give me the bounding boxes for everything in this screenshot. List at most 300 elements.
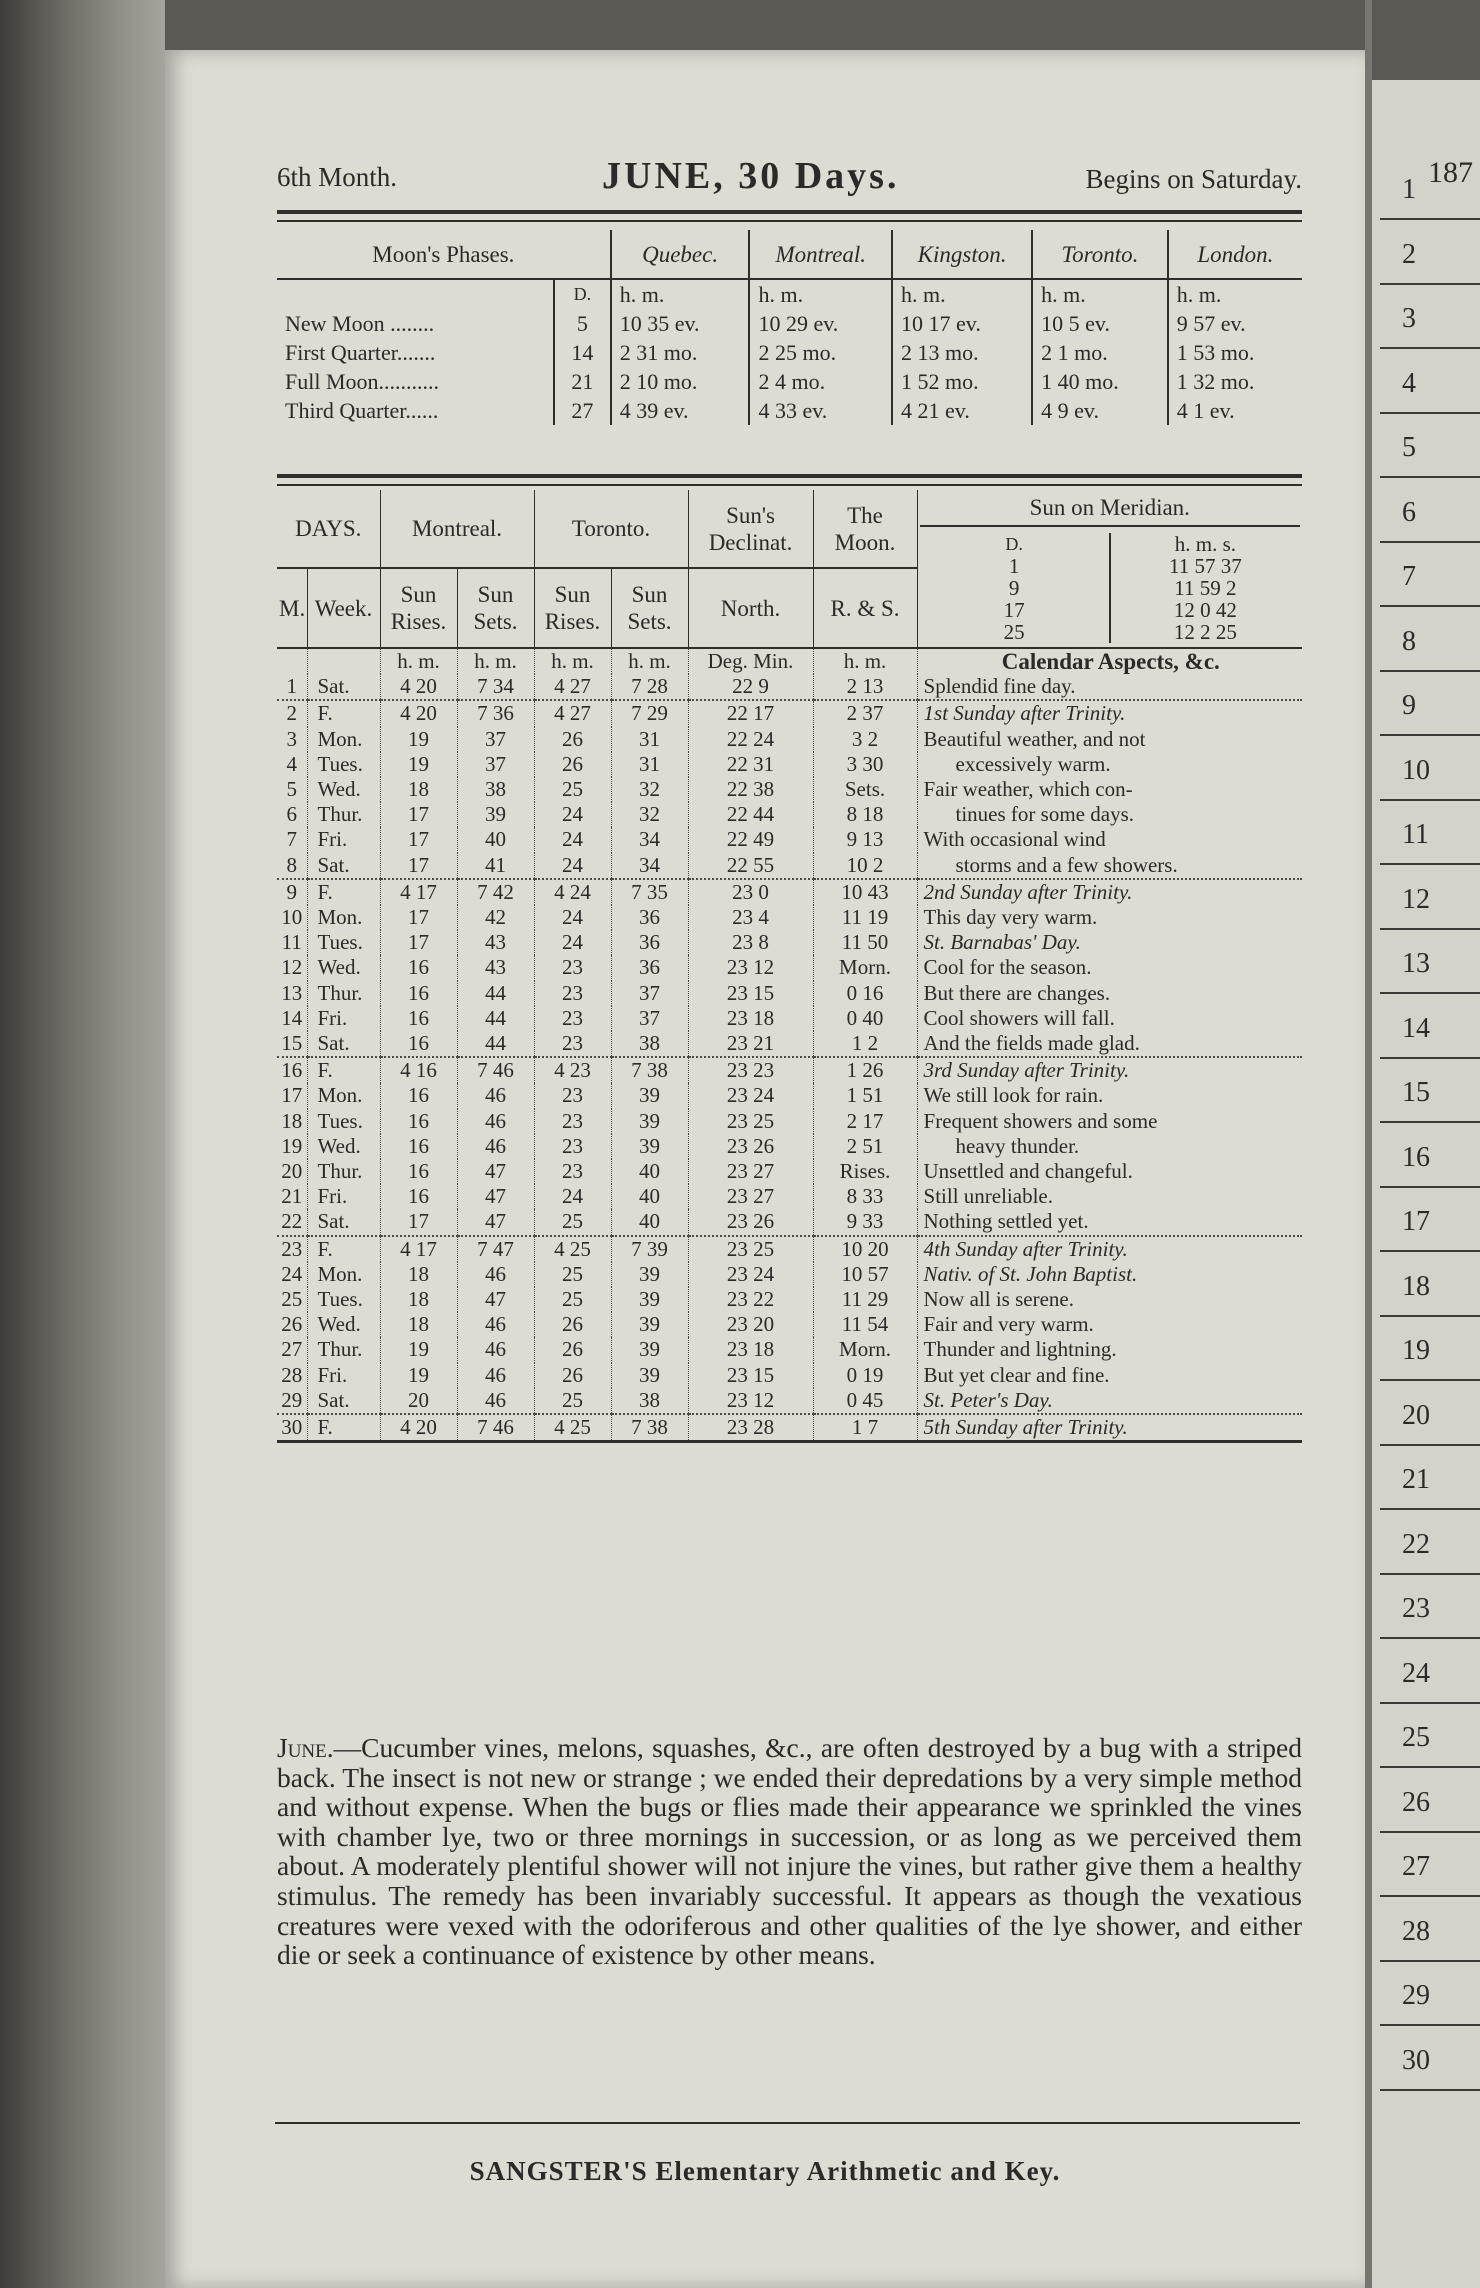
adjacent-day-number: 17 [1380, 1190, 1480, 1252]
day-tr: 23 [534, 1083, 611, 1108]
day-mr: 16 [380, 955, 457, 980]
day-m: 30 [277, 1414, 307, 1442]
day-w: Tues. [307, 752, 380, 777]
day-tr: 25 [534, 1262, 611, 1287]
day-m: 1 [286, 674, 297, 699]
toronto-sets-header: Sun Sets. [611, 568, 688, 648]
adjacent-day-number: 1 [1380, 158, 1480, 220]
day-row [277, 1337, 1302, 1362]
phases-unit-row [277, 279, 1302, 309]
day-moon: 11 29 [813, 1287, 917, 1312]
phase-montreal: 10 29 ev. [749, 309, 892, 338]
day-ts: 31 [611, 727, 688, 752]
unit-toronto: h. m. [1032, 279, 1168, 309]
day-ms: 7 34 [457, 674, 534, 700]
calendar-body [277, 648, 1302, 1442]
day-asp: This day very warm. [917, 905, 1302, 930]
day-row [277, 674, 1302, 700]
adjacent-day-number: 29 [1380, 1964, 1480, 2026]
meridian-day: 9 [920, 577, 1110, 599]
meridian-time: 11 57 37 [1169, 555, 1242, 577]
day-row [277, 1109, 1302, 1134]
unit-day: D. [554, 279, 611, 309]
book-spine [0, 0, 165, 2288]
day-row [277, 1134, 1302, 1159]
adjacent-day-number: 2 [1380, 223, 1480, 285]
phase-toronto: 10 5 ev. [1032, 309, 1168, 338]
adjacent-day-number: 15 [1380, 1061, 1480, 1123]
day-ts: 40 [611, 1184, 688, 1209]
day-m: 5 [286, 777, 297, 802]
day-moon: 0 16 [813, 981, 917, 1006]
day-row [277, 879, 1302, 905]
phases-rule-thin [277, 484, 1302, 486]
day-moon: 10 20 [813, 1236, 917, 1262]
phase-london: 1 32 mo. [1168, 367, 1302, 396]
day-tr: 26 [534, 727, 611, 752]
day-mr: 17 [380, 827, 457, 852]
montreal-rises-header: Sun Rises. [380, 568, 457, 648]
day-dec: 23 26 [688, 1209, 813, 1235]
day-mr: 16 [380, 1031, 457, 1057]
adjacent-day-number: 16 [1380, 1126, 1480, 1188]
day-tr: 26 [534, 1363, 611, 1388]
phase-row [277, 309, 1302, 338]
day-ms: 7 36 [457, 700, 534, 726]
day-m: 20 [281, 1159, 303, 1184]
day-mr: 16 [380, 1159, 457, 1184]
day-dec: 23 22 [688, 1287, 813, 1312]
month-label: 6th Month. [277, 162, 398, 192]
day-moon: 0 40 [813, 1006, 917, 1031]
unit-mr: h. m. [380, 648, 457, 674]
adjacent-day-number: 12 [1380, 868, 1480, 930]
day-row [277, 955, 1302, 980]
montreal-header: Montreal. [749, 230, 892, 279]
meridian-row [920, 621, 1300, 643]
day-ts: 37 [611, 1006, 688, 1031]
day-mr: 16 [380, 981, 457, 1006]
day-tr: 24 [534, 853, 611, 879]
day-m: 3 [286, 726, 297, 751]
day-ts: 7 39 [611, 1236, 688, 1262]
day-m: 14 [281, 1005, 303, 1030]
unit-ts: h. m. [611, 648, 688, 674]
day-moon: Sets. [813, 777, 917, 802]
day-m: 18 [281, 1108, 303, 1133]
day-w: Sat. [307, 1031, 380, 1057]
day-w: Fri. [307, 1184, 380, 1209]
day-mr: 20 [380, 1388, 457, 1414]
adjacent-day-number: 20 [1380, 1384, 1480, 1446]
day-mr: 4 20 [380, 674, 457, 700]
toronto-col-header: Toronto. [534, 490, 688, 568]
day-tr: 25 [534, 1287, 611, 1312]
day-asp: Frequent showers and some [917, 1109, 1302, 1134]
adjacent-day-number: 6 [1380, 481, 1480, 543]
day-asp: And the fields made glad. [917, 1031, 1302, 1057]
day-row [277, 1312, 1302, 1337]
day-mr: 19 [380, 727, 457, 752]
day-w: F. [307, 1414, 380, 1442]
day-row [277, 1363, 1302, 1388]
day-moon: Rises. [813, 1159, 917, 1184]
day-dec: 23 27 [688, 1184, 813, 1209]
day-asp: Unsettled and changeful. [917, 1159, 1302, 1184]
unit-kingston: h. m. [892, 279, 1032, 309]
adjacent-day-number: 26 [1380, 1771, 1480, 1833]
day-m: 11 [281, 930, 302, 955]
day-m: 9 [277, 879, 307, 905]
page-header [277, 154, 1302, 204]
day-tr: 23 [534, 1159, 611, 1184]
day-w: Tues. [307, 1109, 380, 1134]
day-dec: 23 0 [688, 879, 813, 905]
phase-phase: Third Quarter...... [285, 398, 439, 423]
phase-toronto: 2 1 mo. [1032, 338, 1168, 367]
day-asp: excessively warm. [917, 752, 1302, 777]
toronto-rises-header: Sun Rises. [534, 568, 611, 648]
day-w: F. [307, 1057, 380, 1083]
day-moon: 0 19 [813, 1363, 917, 1388]
day-ms: 39 [457, 802, 534, 827]
day-moon: 10 2 [813, 853, 917, 879]
day-asp: We still look for rain. [917, 1083, 1302, 1108]
day-asp: Cool for the season. [917, 955, 1302, 980]
day-tr: 25 [534, 777, 611, 802]
day-mr: 17 [380, 930, 457, 955]
meridian-t-head: h. m. s. [1174, 533, 1236, 555]
note-lead: June. [277, 1732, 334, 1763]
day-m: 8 [286, 852, 297, 877]
day-asp: Cool showers will fall. [917, 1006, 1302, 1031]
day-ts: 39 [611, 1262, 688, 1287]
day-m: 24 [281, 1261, 303, 1286]
day-tr: 24 [534, 905, 611, 930]
declination-header: Sun's Declinat. [688, 490, 813, 568]
adjacent-day-number: 10 [1380, 739, 1480, 801]
day-row [277, 1388, 1302, 1414]
day-mr: 18 [380, 1287, 457, 1312]
day-ts: 40 [611, 1209, 688, 1235]
day-moon: Morn. [813, 1337, 917, 1362]
day-ms: 43 [457, 955, 534, 980]
day-mr: 4 17 [380, 1236, 457, 1262]
day-mr: 4 20 [380, 700, 457, 726]
phase-london: 4 1 ev. [1168, 396, 1302, 425]
day-w: Thur. [307, 1159, 380, 1184]
day-w: Sat. [307, 674, 380, 700]
day-m: 29 [281, 1387, 303, 1412]
unit-moon: h. m. [813, 648, 917, 674]
day-dec: 22 9 [688, 674, 813, 700]
phase-phase: New Moon ........ [285, 311, 435, 336]
day-tr: 26 [534, 1337, 611, 1362]
north-header: North. [688, 568, 813, 648]
day-ts: 7 29 [611, 700, 688, 726]
day-ms: 41 [457, 853, 534, 879]
phase-day: 27 [554, 396, 611, 425]
day-tr: 23 [534, 955, 611, 980]
day-tr: 24 [534, 802, 611, 827]
day-asp: St. Barnabas' Day. [917, 930, 1302, 955]
day-m: 10 [281, 905, 303, 930]
day-ts: 34 [611, 853, 688, 879]
day-dec: 23 27 [688, 1159, 813, 1184]
day-ms: 46 [457, 1134, 534, 1159]
day-ms: 46 [457, 1312, 534, 1337]
phase-quebec: 2 31 mo. [611, 338, 750, 367]
day-m: 7 [286, 827, 297, 852]
day-row [277, 802, 1302, 827]
phase-quebec: 4 39 ev. [611, 396, 750, 425]
day-row [277, 1184, 1302, 1209]
day-ms: 38 [457, 777, 534, 802]
note-text: —Cucumber vines, melons, squashes, &c., are often destroyed by a bug with a striped back. The insect is not new or strange ; we ended their depredations by a very simple method and without expense. When the bugs or flies made their appearance we sprinkled the vines with chamber lye, two or three mornings in succession, or as long as we perceived them about. A moderately plentiful shower will not injure the vines, but rather give them a healthy stimulus. The remedy has been invariably successful. It appears as though the vexatious creatures were vexed with the odoriferous and other qualities of the lye shower, and either die or seek a continuance of existence by other means. [277, 1732, 1302, 1971]
day-ms: 44 [457, 981, 534, 1006]
day-w: Fri. [307, 827, 380, 852]
day-row [277, 1287, 1302, 1312]
day-w: Tues. [307, 930, 380, 955]
day-row [277, 905, 1302, 930]
day-mr: 18 [380, 1312, 457, 1337]
day-tr: 23 [534, 1006, 611, 1031]
adjacent-day-number: 14 [1380, 997, 1480, 1059]
day-row [277, 700, 1302, 726]
day-m: 6 [286, 802, 297, 827]
unit-ms: h. m. [457, 648, 534, 674]
meridian-day: 17 [920, 599, 1110, 621]
day-ms: 7 46 [457, 1414, 534, 1442]
day-m: 16 [277, 1057, 307, 1083]
day-m: 28 [281, 1362, 303, 1387]
adjacent-day-number: 28 [1380, 1900, 1480, 1962]
day-ms: 46 [457, 1363, 534, 1388]
day-mr: 17 [380, 853, 457, 879]
day-w: Tues. [307, 1287, 380, 1312]
day-w: Wed. [307, 1312, 380, 1337]
day-mr: 4 17 [380, 879, 457, 905]
day-row [277, 827, 1302, 852]
day-dec: 23 26 [688, 1134, 813, 1159]
day-mr: 16 [380, 1134, 457, 1159]
adjacent-day-number: 9 [1380, 674, 1480, 736]
day-row [277, 1414, 1302, 1442]
day-mr: 19 [380, 1337, 457, 1362]
meridian-header [917, 490, 1302, 648]
day-asp: 2nd Sunday after Trinity. [917, 879, 1302, 905]
day-moon: 1 7 [813, 1414, 917, 1442]
june-note [277, 1733, 1302, 1970]
day-asp: Now all is serene. [917, 1287, 1302, 1312]
day-moon: 0 45 [813, 1388, 917, 1414]
day-row [277, 1006, 1302, 1031]
day-dec: 23 15 [688, 981, 813, 1006]
day-moon: 11 50 [813, 930, 917, 955]
day-m: 4 [286, 751, 297, 776]
day-ts: 36 [611, 930, 688, 955]
day-dec: 23 24 [688, 1083, 813, 1108]
day-row [277, 752, 1302, 777]
day-tr: 4 23 [534, 1057, 611, 1083]
day-ms: 47 [457, 1184, 534, 1209]
day-ms: 46 [457, 1083, 534, 1108]
day-ts: 32 [611, 802, 688, 827]
day-m: 21 [281, 1184, 303, 1209]
day-asp: Fair and very warm. [917, 1312, 1302, 1337]
day-moon: 1 51 [813, 1083, 917, 1108]
day-dec: 23 8 [688, 930, 813, 955]
day-ts: 39 [611, 1134, 688, 1159]
day-ms: 37 [457, 752, 534, 777]
adjacent-day-number: 25 [1380, 1706, 1480, 1768]
day-ts: 32 [611, 777, 688, 802]
phase-montreal: 2 25 mo. [749, 338, 892, 367]
day-w: F. [307, 879, 380, 905]
day-ms: 7 47 [457, 1236, 534, 1262]
phase-quebec: 10 35 ev. [611, 309, 750, 338]
day-dec: 23 24 [688, 1262, 813, 1287]
day-dec: 23 25 [688, 1109, 813, 1134]
day-tr: 24 [534, 827, 611, 852]
day-dec: 23 18 [688, 1337, 813, 1362]
day-row [277, 930, 1302, 955]
day-asp: tinues for some days. [917, 802, 1302, 827]
meridian-time: 12 0 42 [1173, 599, 1237, 621]
begins-label: Begins on Saturday. [1085, 164, 1302, 194]
day-mr: 16 [380, 1109, 457, 1134]
day-dec: 23 20 [688, 1312, 813, 1337]
phase-row [277, 367, 1302, 396]
day-w: Mon. [307, 1262, 380, 1287]
day-m: 19 [281, 1133, 303, 1158]
adjacent-day-number: 19 [1380, 1319, 1480, 1381]
day-m: 27 [281, 1337, 303, 1362]
phase-montreal: 4 33 ev. [749, 396, 892, 425]
day-moon: 10 57 [813, 1262, 917, 1287]
adjacent-day-number: 21 [1380, 1448, 1480, 1510]
phase-quebec: 2 10 mo. [611, 367, 750, 396]
days-header: DAYS. [277, 490, 380, 568]
day-ts: 39 [611, 1083, 688, 1108]
day-ts: 39 [611, 1109, 688, 1134]
day-m: 15 [281, 1031, 303, 1056]
day-ts: 7 38 [611, 1414, 688, 1442]
day-w: Sat. [307, 853, 380, 879]
day-w: Sat. [307, 1209, 380, 1235]
day-tr: 4 27 [534, 674, 611, 700]
day-m: 22 [281, 1209, 303, 1234]
day-moon: 1 2 [813, 1031, 917, 1057]
adjacent-day-number: 5 [1380, 416, 1480, 478]
montreal-sets-header: Sun Sets. [457, 568, 534, 648]
day-row [277, 1083, 1302, 1108]
day-mr: 4 20 [380, 1414, 457, 1442]
day-ts: 31 [611, 752, 688, 777]
day-asp: St. Peter's Day. [917, 1388, 1302, 1414]
day-asp: With occasional wind [917, 827, 1302, 852]
day-asp: Fair weather, which con- [917, 777, 1302, 802]
page-gutter [1365, 0, 1372, 2288]
phase-row [277, 338, 1302, 367]
advertisement-footer: SANGSTER'S Elementary Arithmetic and Key. [469, 2156, 1061, 2186]
day-w: Sat. [307, 1388, 380, 1414]
day-w: Thur. [307, 802, 380, 827]
adjacent-day-number: 30 [1380, 2029, 1480, 2091]
phase-kingston: 2 13 mo. [892, 338, 1032, 367]
day-asp: 5th Sunday after Trinity. [917, 1414, 1302, 1442]
unit-montreal: h. m. [749, 279, 892, 309]
day-asp: 4th Sunday after Trinity. [917, 1236, 1302, 1262]
day-ms: 40 [457, 827, 534, 852]
montreal-col-header: Montreal. [380, 490, 534, 568]
day-ts: 36 [611, 955, 688, 980]
day-ts: 36 [611, 905, 688, 930]
phase-kingston: 1 52 mo. [892, 367, 1032, 396]
day-ms: 7 42 [457, 879, 534, 905]
day-asp: storms and a few showers. [917, 853, 1302, 879]
day-m: 26 [281, 1312, 303, 1337]
day-asp: But there are changes. [917, 981, 1302, 1006]
adjacent-day-number: 27 [1380, 1835, 1480, 1897]
day-dec: 22 24 [688, 727, 813, 752]
meridian-d-head: D. [920, 533, 1110, 555]
phase-toronto: 4 9 ev. [1032, 396, 1168, 425]
day-ts: 34 [611, 827, 688, 852]
adjacent-day-number: 18 [1380, 1255, 1480, 1317]
day-dec: 23 25 [688, 1236, 813, 1262]
day-dec: 23 21 [688, 1031, 813, 1057]
day-ms: 42 [457, 905, 534, 930]
day-asp: Nativ. of St. John Baptist. [917, 1262, 1302, 1287]
meridian-day: 1 [920, 555, 1110, 577]
meridian-row [920, 555, 1300, 577]
phase-phase: Full Moon........... [285, 369, 440, 394]
day-mr: 19 [380, 752, 457, 777]
day-moon: 2 37 [813, 700, 917, 726]
day-m: 12 [281, 955, 303, 980]
day-row [277, 1209, 1302, 1235]
phase-day: 21 [554, 367, 611, 396]
adjacent-day-number: 13 [1380, 932, 1480, 994]
phase-montreal: 2 4 mo. [749, 367, 892, 396]
adjacent-day-number: 11 [1380, 803, 1480, 865]
day-ms: 43 [457, 930, 534, 955]
adjacent-day-number: 7 [1380, 545, 1480, 607]
day-ts: 38 [611, 1388, 688, 1414]
day-ms: 37 [457, 727, 534, 752]
day-mr: 18 [380, 1262, 457, 1287]
day-tr: 26 [534, 752, 611, 777]
adjacent-day-number: 22 [1380, 1513, 1480, 1575]
day-ms: 44 [457, 1031, 534, 1057]
day-mr: 16 [380, 1083, 457, 1108]
phase-phase: First Quarter....... [285, 340, 436, 365]
day-ms: 47 [457, 1209, 534, 1235]
aspects-header: Calendar Aspects, &c. [917, 648, 1302, 674]
day-ts: 39 [611, 1363, 688, 1388]
unit-quebec: h. m. [611, 279, 750, 309]
day-dec: 23 18 [688, 1006, 813, 1031]
day-asp: Splendid fine day. [917, 674, 1302, 700]
day-ts: 7 38 [611, 1057, 688, 1083]
meridian-table [920, 533, 1300, 643]
day-moon: 8 18 [813, 802, 917, 827]
day-mr: 16 [380, 1006, 457, 1031]
day-tr: 23 [534, 1109, 611, 1134]
day-w: F. [307, 1236, 380, 1262]
day-asp: 3rd Sunday after Trinity. [917, 1057, 1302, 1083]
